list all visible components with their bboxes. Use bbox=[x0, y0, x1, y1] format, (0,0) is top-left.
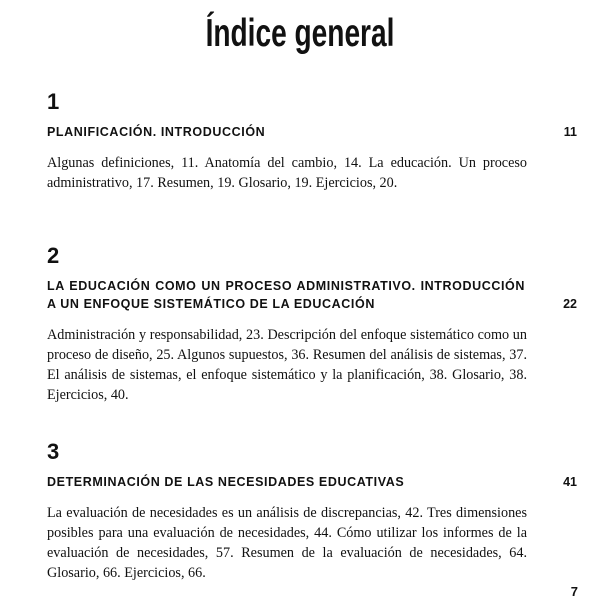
chapter-contents: La evaluación de necesidades es un análisis de discrepancias, 42. Tres dimensiones posibles para una evaluación de necesidades, 44. Cómo utilizar los informes de la evaluación de necesidades, 57. Resumen de la evaluación de necesidades, 64. Glosario, 66. Ejercicios, 66. bbox=[47, 505, 527, 581]
page-folio-number: 7 bbox=[570, 584, 578, 599]
chapter-page-number: 22 bbox=[563, 297, 577, 311]
chapter-page-number: 41 bbox=[563, 475, 577, 489]
page-title: Índice general bbox=[205, 12, 395, 55]
chapter-contents: Administración y responsabilidad, 23. Descripción del enfoque sistemático como un proceso de diseño, 25. Algunos supuestos, 36. Resumen del análisis de sistemas, 37. El análisis de sistemas, el enfoque sistemático y la planificación, 38. Glosario, 38. Ejercicios, 40. bbox=[47, 327, 527, 403]
chapter-1 bbox=[47, 90, 577, 193]
chapter-heading bbox=[47, 277, 577, 313]
chapter-number: 2 bbox=[47, 243, 60, 268]
chapter-contents: Algunas definiciones, 11. Anatomía del cambio, 14. La educación. Un proceso administrativo, 17. Resumen, 19. Glosario, 19. Ejercicios, 20. bbox=[47, 155, 527, 191]
chapter-title: PLANIFICACIÓN. INTRODUCCIÓN bbox=[47, 125, 266, 139]
chapter-number: 1 bbox=[47, 89, 60, 114]
chapter-title: LA EDUCACIÓN COMO UN PROCESO ADMINISTRATIVO. INTRODUCCIÓN A UN ENFOQUE SISTEMÁTICO DE LA EDUCACIÓN bbox=[47, 279, 525, 311]
chapter-2 bbox=[47, 244, 577, 405]
chapter-number: 3 bbox=[47, 439, 60, 464]
chapter-3 bbox=[47, 440, 577, 583]
chapter-title: DETERMINACIÓN DE LAS NECESIDADES EDUCATIVAS bbox=[47, 475, 405, 489]
chapter-heading bbox=[47, 473, 577, 491]
chapter-page-number: 11 bbox=[563, 125, 577, 139]
chapter-heading bbox=[47, 123, 577, 141]
